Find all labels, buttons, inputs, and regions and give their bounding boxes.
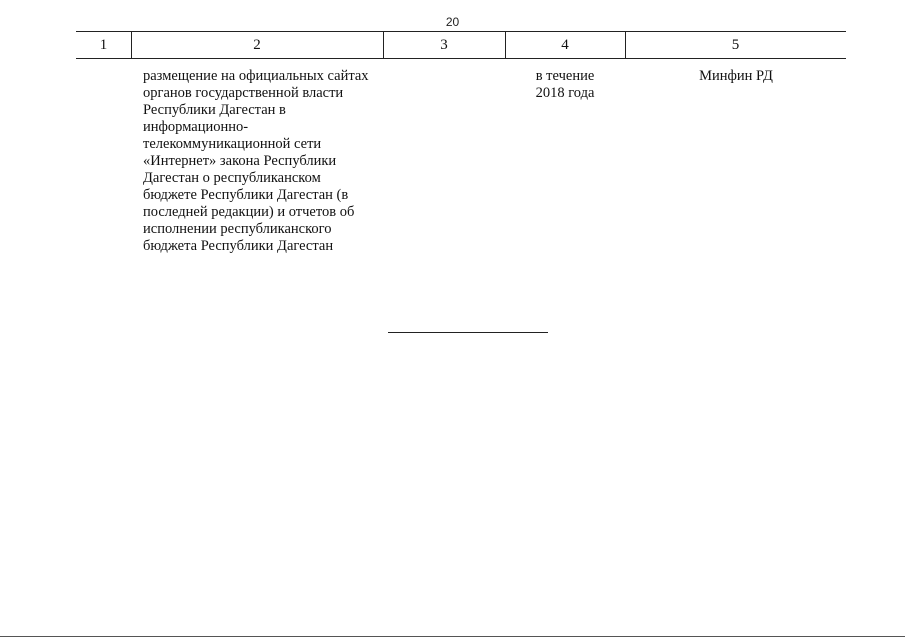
text-line: бюджете Республики Дагестан (в <box>143 187 349 203</box>
text-line: телекоммуникационной сети <box>143 136 322 152</box>
text-line: Дагестан о республиканском <box>143 170 321 186</box>
column-header-5: 5 <box>731 37 740 53</box>
responsible-body: Минфин РД <box>699 68 773 84</box>
execution-term <box>505 68 625 102</box>
column-header-3: 3 <box>440 37 448 53</box>
text-line: «Интернет» закона Республики <box>143 153 337 169</box>
table-header-row <box>76 31 846 59</box>
text-line: 2018 года <box>535 85 595 101</box>
text-line: в течение <box>535 68 595 84</box>
text-line: Республики Дагестан в <box>143 102 286 118</box>
measure-description <box>143 68 383 255</box>
end-of-table-rule <box>388 332 548 333</box>
column-header-2: 2 <box>253 37 261 53</box>
text-line: размещение на официальных сайтах <box>143 68 369 84</box>
text-line: исполнении республиканского <box>143 221 332 237</box>
text-line: последней редакции) и отчетов об <box>143 204 355 220</box>
page-number: 20 <box>445 15 460 29</box>
text-line: органов государственной власти <box>143 85 344 101</box>
column-header-4: 4 <box>561 37 569 53</box>
text-line: информационно- <box>143 119 249 135</box>
text-line: бюджета Республики Дагестан <box>143 238 334 254</box>
column-header-1: 1 <box>99 37 108 53</box>
scan-edge-line <box>0 636 905 637</box>
